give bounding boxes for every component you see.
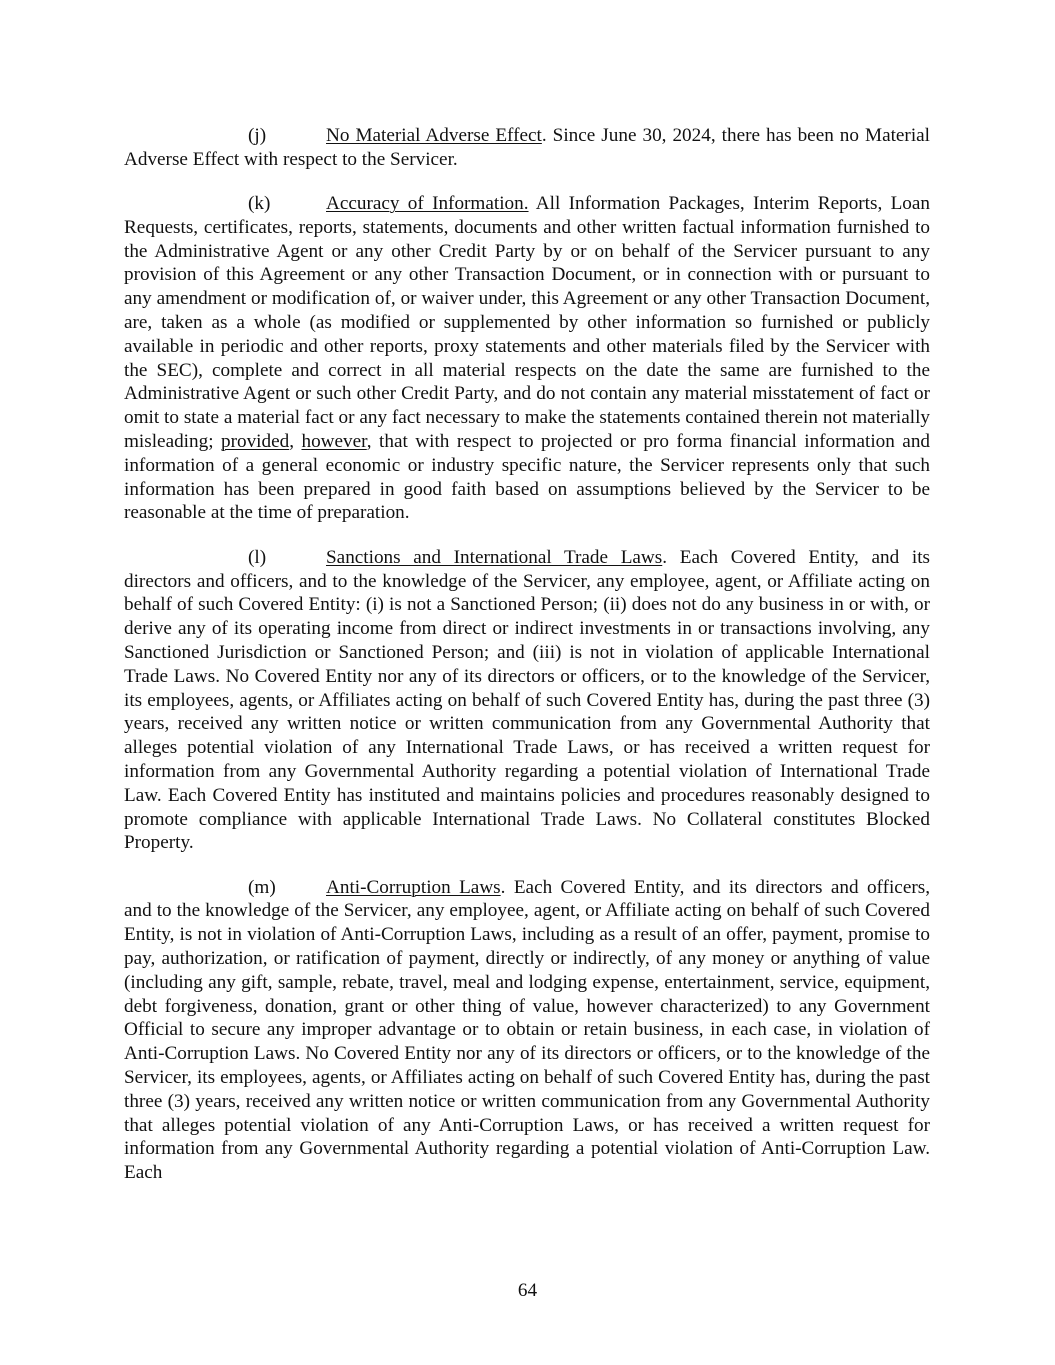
section-j <box>124 124 930 172</box>
section-l <box>124 546 930 855</box>
section-body: All Information Packages, Interim Reports, Loan Requests, certificates, reports, statements, documents and other written factual information furnished to the Administrative Agent or any other Credit Party by or on behalf of the Servicer pursuant to any provision of this Agreement or any other Transaction Document, or in connection with or pursuant to any amendment or modification of, or waiver under, this Agreement or any other Transaction Document, are, taken as a whole (as modified or supplemented by other information so furnished or publicly available in periodic and other reports, proxy statements and other materials filed by the Servicer with the SEC), complete and correct in all material respects on the date the same are furnished to the Administrative Agent or such other Credit Party, and do not contain any material misstatement of fact or omit to state a material fact or any fact necessary to make the statements contained therein not materially misleading; <box>124 193 930 453</box>
section-heading: Accuracy of Information. <box>326 193 529 215</box>
section-heading: No Material Adverse Effect <box>326 125 542 146</box>
section-body-continued: , that with respect to projected or pro forma financial information and information of a general economic or industry specific nature, the Servicer represents only that such information has been prepared in good faith based on assumptions believed by the Servicer to be reasonable at the time of preparation. <box>124 431 931 524</box>
section-body: Since June 30, 2024, there has been no Material Adverse Effect with respect to the Servicer. <box>124 125 930 170</box>
page-number: 64 <box>517 1280 538 1301</box>
section-m <box>124 876 930 1185</box>
however-term: however <box>301 431 367 453</box>
comma: , <box>289 431 302 453</box>
section-label: (l) <box>248 546 267 568</box>
section-label: (k) <box>248 193 271 215</box>
section-body: Each Covered Entity, and its directors and officers, and to the knowledge of the Servicer, any employee, agent, or Affiliate acting on behalf of such Covered Entity: (i) is not a Sanctioned Person; (ii) does not do any business in or with, or derive any of its operating income from direct or indirect investments in or transactions involving, any Sanctioned Jurisdiction or Sanctioned Person; and (iii) is not in violation of applicable International Trade Laws. No Covered Entity nor any of its directors or officers, or to the knowledge of the Servicer, its employees, agents, or Affiliates acting on behalf of such Covered Entity has, during the past three (3) years, received any written notice or written communication from any Governmental Authority that alleges potential violation of any International Trade Laws, or has received a written request for information from any Governmental Authority regarding a potential violation of International Trade Law. Each Covered Entity has instituted and maintains policies and procedures reasonably designed to promote compliance with applicable International Trade Laws. No Collateral constitutes Blocked Property. <box>124 546 930 854</box>
heading-punctuation: . <box>662 546 668 568</box>
section-label: (m) <box>248 876 276 898</box>
section-body: Each Covered Entity, and its directors and officers, and to the knowledge of the Servicer, any employee, agent, or Affiliate acting on behalf of such Covered Entity, is not in violation of Anti-Corruption Laws, including as a result of an offer, payment, promise to pay, authorization, or ratification of payment, directly or indirectly, of any money or anything of value (including any gift, sample, rebate, travel, meal and lodging expense, entertainment, service, equipment, debt forgiveness, donation, grant or other thing of value, however characterized) to any Government Official to secure any improper advantage or to obtain or retain business, in each case, in violation of Anti-Corruption Laws. No Covered Entity nor any of its directors or officers, or to the knowledge of the Servicer, its employees, agents, or Affiliates acting on behalf of such Covered Entity has, during the past three (3) years, received any written notice or written communication from any Governmental Authority that alleges potential violation of any Anti-Corruption Laws, or has received a written request for information from any Governmental Authority regarding a potential violation of Anti-Corruption Law. Each <box>124 876 930 1184</box>
section-k <box>124 192 930 525</box>
provided-term: provided <box>221 431 290 453</box>
section-heading: Anti-Corruption Laws <box>326 876 501 898</box>
heading-punctuation: . <box>500 876 506 898</box>
heading-punctuation: . <box>541 125 547 146</box>
section-label: (j) <box>248 125 267 146</box>
section-heading: Sanctions and International Trade Laws <box>326 546 663 568</box>
document-page <box>124 124 930 1205</box>
